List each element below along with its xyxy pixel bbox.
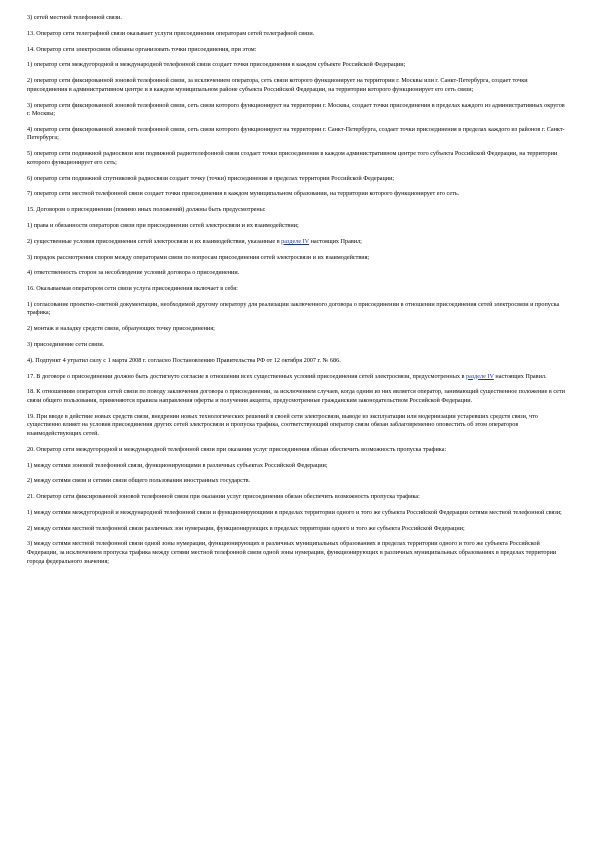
paragraph-p1: 13. Оператор сети телеграфной связи оказывает услуги присоединения операторам сетей телеграфной связи.	[27, 29, 315, 37]
paragraph-p20-before: 17. В договоре о присоединении должно быть достигнуто согласие в отношении всех существенных условий присоединения сетей электросвязи, предусмотренных в	[27, 372, 466, 380]
paragraph-p2: 14. Оператор сети электросвязи обязаны организовать точки присоединения, при этом:	[27, 45, 257, 53]
paragraph-p19: 4). Подпункт 4 утратил силу с 1 марта 2008 г. согласно Постановлению Правительства РФ от 12 октября 2007 г. № 686.	[27, 356, 341, 364]
paragraph-p13: 3) порядок рассмотрения споров между операторами связи по вопросам присоединения сетей электросвязи и их взаимодействия;	[27, 253, 370, 261]
paragraph-p10: 15. Договором о присоединении (помимо иных положений) должны быть предусмотрены:	[27, 206, 266, 214]
paragraph-p14: 4) ответственность сторон за несоблюдение условий договора о присоединении.	[27, 269, 240, 277]
section-iv-link[interactable]: разделе IV	[281, 237, 310, 245]
paragraph-p16: 1) согласование проектно-сметной документации, необходимой другому оператору для реализации заключенного договора о присоединении в отношении присоединения сетей электросвязи и пропуска трафика;	[27, 300, 560, 317]
paragraph-p20	[27, 373, 569, 382]
paragraph-p5: 3) оператор сети фиксированной зоновой телефонной связи, сеть связи которого функционирует на территории г. Москвы, создает точки присоединения в пределах каждого из административных округов г. Москвы;	[27, 101, 565, 118]
paragraph-p12-before: 2) существенные условия присоединения сетей электросвязи и их взаимодействия, указанные в	[27, 237, 282, 245]
paragraph-p26: 21. Оператор сети фиксированной зоновой телефонной связи при оказании услуг присоединения обязан обеспечить возможность пропуска трафика:	[27, 493, 420, 501]
paragraph-p20-after: настоящих Правил.	[493, 372, 547, 380]
paragraph-p21: 18. К отношениям операторов сетей связи по поводу заключения договора о присоединении, за исключением случаев, когда одним из них является оператор, занимающий существенное положение в сети связи общего пользования, применяются правила направления оферты и получения акцепта, предусмотренные гражданским законодательством Российской Федерации.	[27, 388, 565, 404]
paragraph-p9: 7) оператор сети местной телефонной связи создает точки присоединения в каждом муниципальном образовании, на территории которого функционирует его сеть.	[27, 190, 460, 198]
paragraph-p18: 3) присоединение сети связи.	[27, 341, 105, 349]
paragraph-p12-after: настоящих Правил;	[309, 237, 362, 245]
paragraph-p17: 2) монтаж и наладку средств связи, образующих точку присоединения;	[27, 325, 215, 333]
paragraph-p23: 20. Оператор сети междугородной и международной телефонной связи при оказании услуг присоединения обязан обеспечить возможность пропуска трафика:	[27, 445, 447, 453]
paragraph-p28: 2) между сетями местной телефонной связи различных зон нумерации, функционирующих в пределах территории одного и того же субъекта Российской Федерации;	[27, 524, 465, 532]
paragraph-p6: 4) оператор сети фиксированной зоновой телефонной связи, сеть связи которого функционирует на территории г. Санкт-Петербурга, создает точки присоединения в пределах каждого из районов г. Санкт-Петербурга;	[27, 125, 565, 142]
paragraph-p4: 2) оператор сети фиксированной зоновой телефонной связи, за исключением оператора, сеть связи которого функционирует на территории г. Москвы или г. Санкт-Петербурга, создает точки присоединения в административном центре и в каждом муниципальном районе субъекта Российской Федерации, на территории которого функционирует его сеть связи;	[27, 77, 528, 93]
paragraph-p7: 5) оператор сети подвижной радиосвязи или подвижной радиотелефонной связи создает точки присоединения в каждом административном центре того субъекта Российской Федерации, на территории которого функционирует его сеть;	[27, 150, 558, 166]
paragraph-p11: 1) права и обязанности операторов связи при присоединении сетей электросвязи и их взаимодействии;	[27, 221, 299, 229]
paragraph-p0: 3) сетей местной телефонной связи.	[27, 14, 122, 21]
paragraph-p12	[27, 238, 569, 247]
paragraph-p27: 1) между сетями междугородной и международной телефонной связи и функционирующими в пределах территории одного и того же субъекта Российской Федерации сетями местной телефонной связи;	[27, 508, 562, 516]
paragraph-p3: 1) оператор сети междугородной и международной телефонной связи создает точки присоединения в каждом субъекте Российской Федерации;	[27, 61, 406, 69]
paragraph-p25: 2) между сетями связи и сетями связи общего пользования иностранных государств.	[27, 477, 251, 485]
paragraph-p29: 3) между сетями местной телефонной связи одной зоны нумерации, функционирующих в различных муниципальных образованиях в пределах территории одного и того же субъекта Российской Федерации, за исключением пропуска трафика между сетями местной телефонной связи одной зоны нумерации, функционирующих в различных муниципальных образованиях в пределах территории города федерального значения;	[27, 540, 557, 565]
paragraph-p15: 16. Оказываемая оператором сети связи услуга присоединения включает в себя:	[27, 285, 238, 293]
paragraph-p24: 1) между сетями зоновой телефонной связи, функционирующими в различных субъектах Российской Федерации;	[27, 461, 328, 469]
section-iv-link-2[interactable]: разделе IV	[465, 372, 494, 380]
paragraph-p22: 19. При вводе в действие новых средств связи, внедрении новых технологических решений в своей сети электросвязи, выводе из эксплуатации или модернизации устаревших средств связи, что существенно влияет на условия присоединения других сетей электросвязи и пропуска трафика, соответствующий оператор связи обязан заблаговременно оповестить об этом операторов взаимодействующих сетей.	[27, 412, 538, 437]
paragraph-p8: 6) оператор сети подвижной спутниковой радиосвязи создает точку (точки) присоединения в пределах территории Российской Федерации;	[27, 174, 395, 182]
